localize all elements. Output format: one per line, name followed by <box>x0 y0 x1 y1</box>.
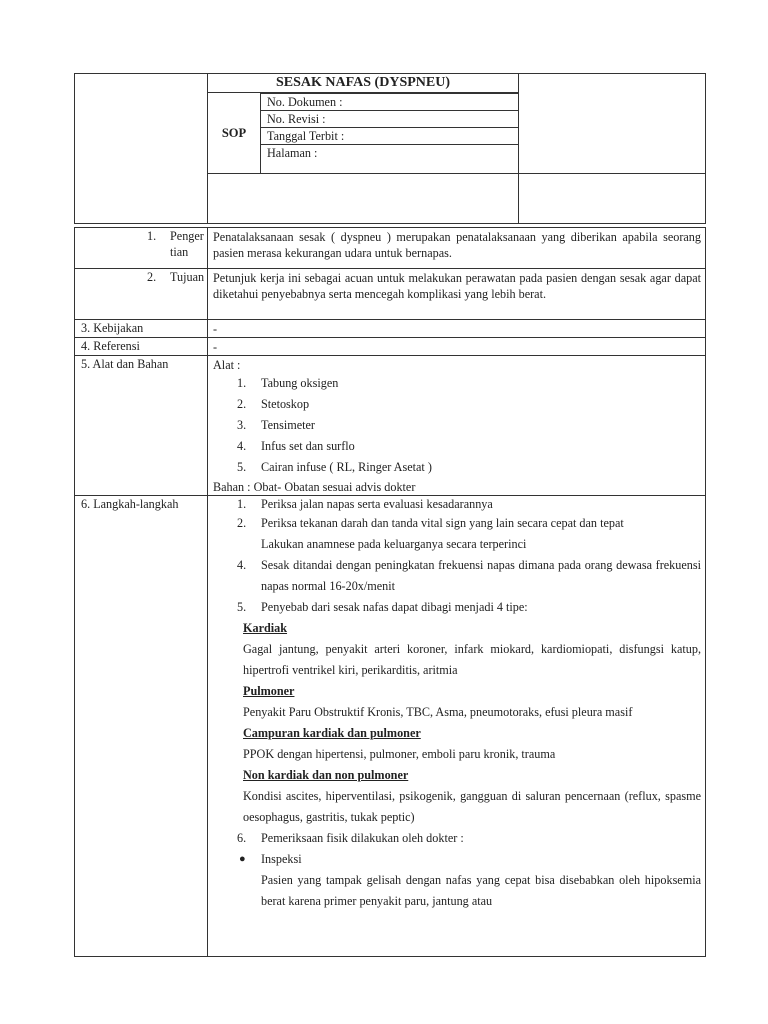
row-alat-bahan <box>75 356 706 496</box>
label-langkah <box>75 496 208 957</box>
list-item: 5. Penyebab dari sesak nafas dapat dibagi menjadi 4 tipe: <box>237 600 528 614</box>
list-item: 1. Periksa jalan napas serta evaluasi kesadarannya <box>237 497 493 511</box>
bullet-list <box>213 849 701 870</box>
row-referensi <box>75 338 706 356</box>
inspeksi-text: Pasien yang tampak gelisah dengan nafas yang cepat bisa disebabkan oleh hipoksemia berat karena primer penyakit paru, jantung atau <box>261 873 701 908</box>
alat-list <box>213 373 701 478</box>
label-kebijakan: 3. Kebijakan <box>75 320 208 338</box>
meta-tanggal-terbit: Tanggal Terbit : <box>261 128 519 145</box>
text-tujuan: Petunjuk kerja ini sebagai acuan untuk melakukan perawatan pada pasien dengan sesak agar dapat diketahui penyebabnya serta mencegah komplikasi yang lebih berat. <box>208 269 706 320</box>
label-alat-bahan: 5. Alat dan Bahan <box>75 356 208 496</box>
label-referensi: 4. Referensi <box>75 338 208 356</box>
cause-text: PPOK dengan hipertensi, pulmoner, emboli paru kronik, trauma <box>243 747 556 761</box>
sop-header-table <box>74 73 706 224</box>
list-item: 5. Cairan infuse ( RL, Ringer Asetat ) <box>237 460 432 474</box>
list-item: Lakukan anamnese pada keluarganya secara terperinci <box>261 537 527 551</box>
logo-cell-left <box>75 74 208 224</box>
row-number: 2. <box>147 270 157 284</box>
row-number: 1. <box>147 229 157 243</box>
step6-list <box>213 828 701 849</box>
content-langkah <box>208 496 706 957</box>
cause-section <box>213 618 701 828</box>
blank-cell-middle <box>208 174 519 224</box>
label-pengertian <box>75 228 208 269</box>
sop-content-table <box>74 227 706 957</box>
label-tujuan <box>75 269 208 320</box>
list-item: ● Inspeksi <box>213 849 701 870</box>
value-referensi: - <box>208 338 706 356</box>
row-label-text: Tujuan <box>170 270 205 284</box>
cause-text: Penyakit Paru Obstruktif Kronis, TBC, Asma, pneumotoraks, efusi pleura masif <box>243 705 633 719</box>
alat-heading: Alat : <box>213 358 241 372</box>
list-item: 4. Sesak ditandai dengan peningkatan frekuensi napas dimana pada orang dewasa frekuensi napas normal 16-20x/menit <box>237 558 701 593</box>
cause-heading: Campuran kardiak dan pulmoner <box>243 726 421 740</box>
bullet-icon: ● <box>239 853 246 865</box>
sop-label: SOP <box>208 93 261 174</box>
list-item: 4. Infus set dan surflo <box>237 439 355 453</box>
list-item: 6. Pemeriksaan fisik dilakukan oleh dokter : <box>237 831 464 845</box>
row-langkah <box>75 496 706 957</box>
cause-heading: Non kardiak dan non pulmoner <box>243 768 409 782</box>
meta-no-revisi: No. Revisi : <box>261 111 519 128</box>
row-tujuan <box>75 269 706 320</box>
list-item: 2. Stetoskop <box>237 397 310 411</box>
text-pengertian: Penatalaksanaan sesak ( dyspneu ) merupakan penatalaksanaan yang diberikan apabila seorang pasien merasa kekurangan udara untuk bernapas. <box>208 228 706 269</box>
steps-list <box>213 496 701 618</box>
row-pengertian <box>75 228 706 269</box>
blank-cell-right <box>519 174 706 224</box>
meta-halaman: Halaman : <box>261 145 519 174</box>
cause-heading: Kardiak <box>243 621 288 635</box>
logo-cell-right <box>519 74 706 174</box>
list-item: 3. Tensimeter <box>237 418 315 432</box>
label-langkah-text: 6. Langkah-langkah <box>81 497 179 511</box>
cause-heading: Pulmoner <box>243 684 295 698</box>
content-alat-bahan <box>208 356 706 496</box>
list-item: 1. Tabung oksigen <box>237 376 339 390</box>
bahan-text: Bahan : Obat- Obatan sesuai advis dokter <box>213 480 416 494</box>
value-kebijakan: - <box>208 320 706 338</box>
meta-no-dokumen: No. Dokumen : <box>261 94 519 111</box>
document-title: SESAK NAFAS (DYSPNEU) <box>208 74 519 93</box>
cause-text: Kondisi ascites, hiperventilasi, psikogenik, gangguan di saluran pencernaan (reflux, spasme oesophagus, gastritis, tukak peptic) <box>243 789 701 824</box>
row-label-text: Pengertian <box>170 229 204 259</box>
list-item: 2. Periksa tekanan darah dan tanda vital sign yang lain secara cepat dan tepat <box>237 516 624 530</box>
row-kebijakan <box>75 320 706 338</box>
cause-text: Gagal jantung, penyakit arteri koroner, infark miokard, kardiomiopati, disfungsi katup, hipertrofi ventrikel kiri, perikarditis, aritmia <box>243 642 701 677</box>
